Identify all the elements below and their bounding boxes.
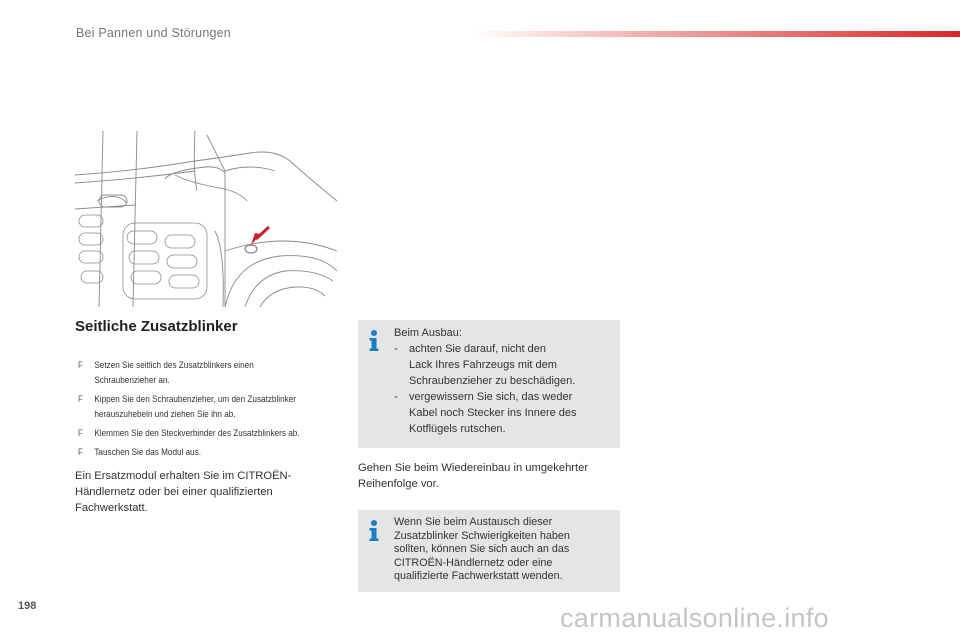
instruction-step: F Klemmen Sie den Steckverbinder des Zusatzblinkers ab.	[78, 428, 300, 439]
info-icon	[367, 519, 381, 543]
section-title: Seitliche Zusatzblinker	[75, 318, 238, 335]
reassembly-note: Gehen Sie beim Wiedereinbau in umgekehrter Reihenfolge vor.	[358, 462, 589, 490]
info-box-dealer	[358, 510, 620, 592]
bullet-marker: F	[78, 428, 83, 438]
info-box-text: Wenn Sie beim Austausch dieser Zusatzblinker Schwierigkeiten haben sollten, können Sie sich auch an das CITROËN-Händlernetz oder eine qualifizierte Fachwerkstatt wenden.	[394, 516, 570, 582]
info-icon	[367, 329, 381, 353]
bullet-marker: F	[78, 447, 83, 457]
instruction-step-continued: Schraubenzieher an.	[94, 375, 170, 386]
replacement-note: Ein Ersatzmodul erhalten Sie im CITROËN- Händlernetz oder bei einer qualifizierten Fachwerkstatt.	[75, 470, 292, 514]
bullet-marker: F	[78, 360, 83, 370]
info-box-text: Beim Ausbau: - achten Sie darauf, nicht den Lack Ihres Fahrzeugs mit dem Schraubenzieher zu beschädigen. - vergewissern Sie sich, das weder Kabel noch Stecker ins Innere des Kotflügels rutschen.	[394, 327, 577, 435]
watermark: carmanualsonline.info	[560, 603, 829, 633]
chapter-title: Bei Pannen und Störungen	[76, 26, 231, 40]
page-number: 198	[18, 600, 37, 612]
instruction-step: F Kippen Sie den Schraubenzieher, um den Zusatzblinker	[78, 394, 296, 405]
instruction-list	[78, 358, 348, 464]
bullet-marker: F	[78, 394, 83, 404]
instruction-step-continued: herauszuhebeln und ziehen Sie ihn ab.	[94, 409, 236, 420]
info-box-removal	[358, 320, 620, 448]
header-accent-bar	[470, 31, 960, 37]
instruction-step: F Tauschen Sie das Modul aus.	[78, 447, 202, 458]
instruction-step: F Setzen Sie seitlich des Zusatzblinkers einen	[78, 360, 254, 371]
car-side-illustration	[75, 131, 337, 307]
